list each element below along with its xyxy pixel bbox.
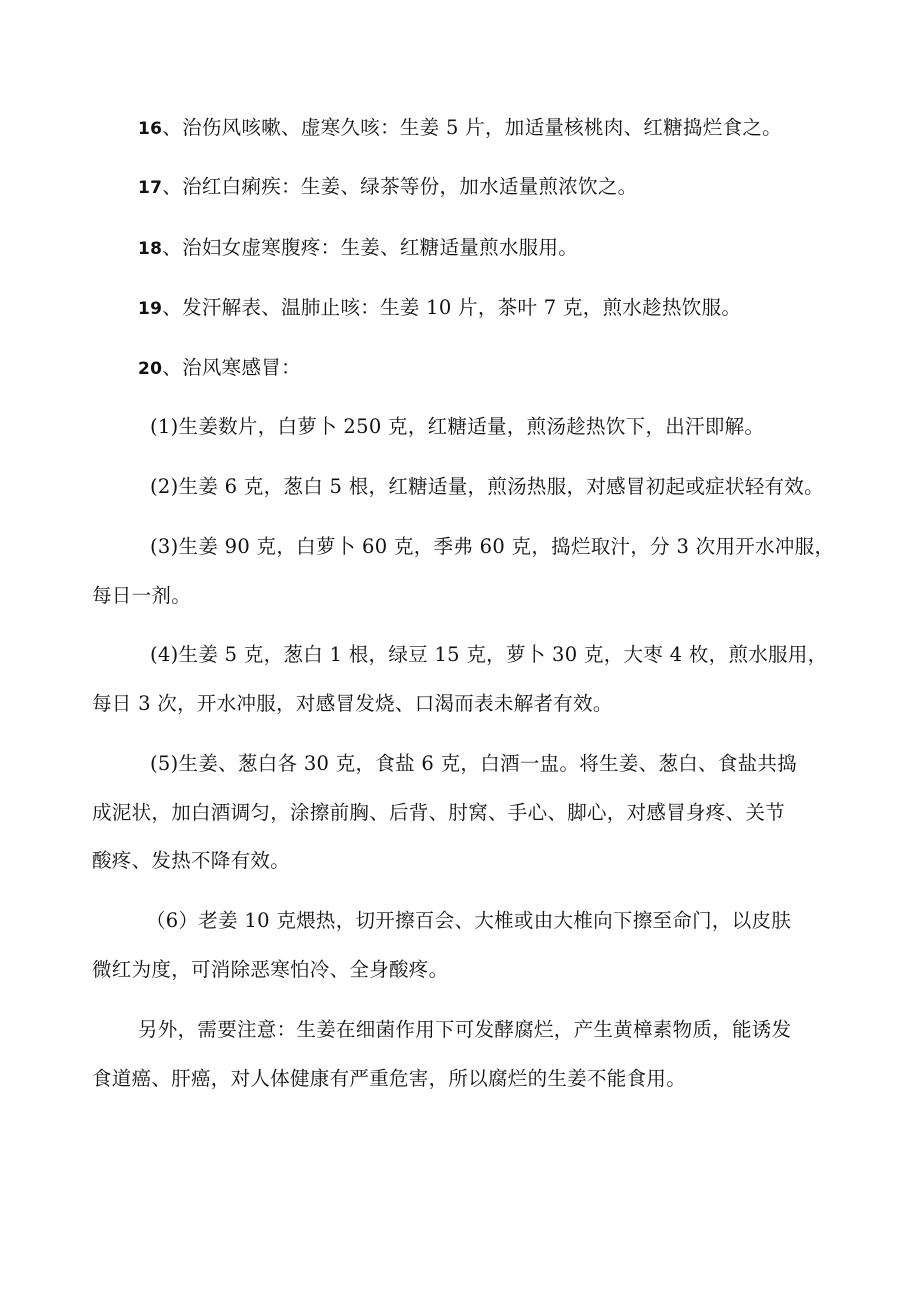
sub-item-5-line-2: 成泥状，加白酒调匀，涂擦前胸、后背、肘窝、手心、脚心，对感冒身疼、关节: [92, 801, 786, 824]
sub-item-5-line-3: 酸疼、发热不降有效。: [92, 849, 291, 872]
sub-item-2: (2)生姜 6 克，葱白 5 根，红糖适量，煎汤热服，对感冒初起或症状轻有效。: [150, 475, 824, 498]
item-number: 20: [138, 359, 163, 379]
item-text: 、治风寒感冒：: [162, 356, 301, 379]
note-line-1: 另外，需要注意：生姜在细菌作用下可发酵腐烂，产生黄樟素物质，能诱发: [138, 1018, 792, 1041]
sub-item-4-line-2: 每日 3 次，开水冲服，对感冒发烧、口渴而表未解者有效。: [92, 692, 613, 715]
item-text: 、治妇女虚寒腹疼：生姜、红糖适量煎水服用。: [162, 236, 579, 259]
item-18: [138, 236, 578, 261]
sub-item-6-line-1: （6）老姜 10 克煨热，切开擦百会、大椎或由大椎向下擦至命门，以皮肤: [146, 909, 792, 932]
sub-item-3-line-1: (3)生姜 90 克，白萝卜 60 克，季弗 60 克，捣烂取汁，分 3 次用开水冲服，: [150, 535, 835, 558]
item-16: [138, 116, 782, 141]
item-text: 、发汗解表、温肺止咳：生姜 10 片，茶叶 7 克，煎水趁热饮服。: [162, 296, 742, 319]
item-19: [138, 296, 741, 321]
item-number: 19: [138, 299, 163, 319]
sub-item-6-line-2: 微红为度，可消除恶寒怕冷、全身酸疼。: [92, 958, 449, 981]
item-number: 18: [138, 239, 163, 259]
item-number: 16: [138, 119, 163, 139]
sub-item-1: (1)生姜数片，白萝卜 250 克，红糖适量，煎汤趁热饮下，出汗即解。: [150, 415, 765, 438]
sub-item-5-line-1: (5)生姜、葱白各 30 克，食盐 6 克，白酒一盅。将生姜、葱白、食盐共捣: [150, 752, 798, 775]
item-text: 、治伤风咳嗽、虚寒久咳：生姜 5 片，加适量核桃肉、红糖捣烂食之。: [162, 116, 782, 139]
sub-item-3-line-2: 每日一剂。: [92, 584, 192, 607]
note-line-2: 食道癌、肝癌，对人体健康有严重危害，所以腐烂的生姜不能食用。: [92, 1067, 687, 1090]
item-20: [138, 356, 301, 381]
item-number: 17: [138, 178, 163, 198]
item-17: [138, 175, 637, 200]
sub-item-4-line-1: (4)生姜 5 克，葱白 1 根，绿豆 15 克，萝卜 30 克，大枣 4 枚，煎水服用，: [150, 643, 828, 666]
item-text: 、治红白痢疾：生姜、绿茶等份，加水适量煎浓饮之。: [162, 175, 638, 198]
